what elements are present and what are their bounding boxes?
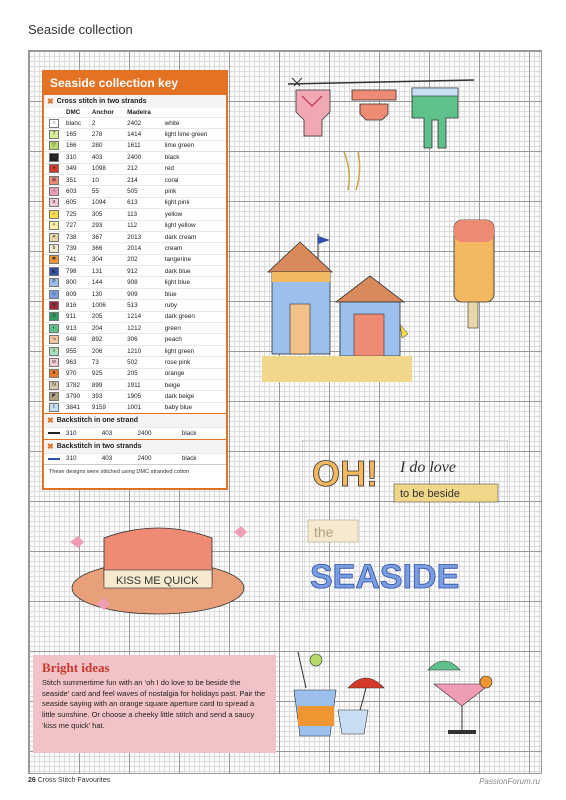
anchor-value: 130: [90, 288, 125, 299]
key-table: [44, 108, 226, 413]
hat-text: KISS ME QUICK: [116, 575, 199, 587]
madeira-value: 909: [125, 288, 163, 299]
anchor-value: 280: [90, 140, 125, 151]
anchor-value: 206: [90, 345, 125, 356]
table-row: [44, 311, 226, 322]
col-madeira: Madeira: [127, 109, 151, 116]
symbol-swatch: b: [49, 244, 59, 253]
anchor-value: 204: [90, 323, 125, 334]
anchor-value: 403: [100, 453, 136, 464]
dmc-value: 948: [64, 334, 90, 345]
madeira-value: 212: [125, 163, 163, 174]
anchor-value: 55: [90, 186, 125, 197]
symbol-swatch: ▽: [49, 141, 59, 150]
symbol-swatch: ✕: [49, 233, 59, 242]
backstitch-line-icon: [48, 458, 60, 460]
table-row: [44, 163, 226, 174]
dmc-value: 725: [64, 209, 90, 220]
colour-name: pink: [163, 186, 226, 197]
colour-name: yellow: [163, 209, 226, 220]
anchor-value: 144: [90, 277, 125, 288]
backstitch-one-table: [44, 427, 226, 438]
symbol-swatch: S: [49, 312, 59, 321]
madeira-value: 1414: [125, 129, 163, 140]
dmc-value: 165: [64, 129, 90, 140]
anchor-value: 892: [90, 334, 125, 345]
anchor-value: 131: [90, 266, 125, 277]
section-label: Backstitch in one strand: [56, 417, 138, 425]
colour-name: orange: [163, 368, 226, 379]
table-row: [44, 152, 226, 163]
symbol-swatch: t: [49, 403, 59, 412]
key-title: Seaside collection key: [44, 72, 226, 94]
colour-name: black: [180, 428, 226, 439]
col-dmc: DMC: [66, 109, 81, 116]
colour-key: [42, 70, 228, 490]
cross-icon: ✖: [47, 441, 54, 451]
colour-name: white: [163, 118, 226, 129]
anchor-value: 1098: [90, 163, 125, 174]
madeira-value: 1214: [125, 311, 163, 322]
anchor-value: 367: [90, 231, 125, 242]
table-row: [44, 243, 226, 254]
dmc-value: 166: [64, 140, 90, 151]
madeira-value: 1001: [125, 402, 163, 413]
anchor-value: 1006: [90, 300, 125, 311]
colour-name: dark cream: [163, 231, 226, 242]
symbol-swatch: ◤: [49, 392, 59, 401]
colour-name: peach: [163, 334, 226, 345]
symbol-swatch: ■: [49, 301, 59, 310]
table-row: [44, 357, 226, 368]
bright-ideas-panel: [33, 655, 276, 753]
seaside-saying-chart: [302, 440, 508, 610]
table-row: [44, 140, 226, 151]
dmc-value: 955: [64, 345, 90, 356]
colour-name: dark blue: [163, 266, 226, 277]
col-anchor: Anchor: [91, 109, 114, 116]
symbol-swatch: ●: [49, 164, 59, 173]
madeira-value: 1210: [125, 345, 163, 356]
page-title: Seaside collection: [28, 22, 133, 37]
anchor-value: 73: [90, 357, 125, 368]
table-row: [44, 254, 226, 265]
table-row: [44, 186, 226, 197]
table-row: [44, 288, 226, 299]
dmc-value: 970: [64, 368, 90, 379]
ice-lolly-chart: [448, 216, 508, 332]
dmc-value: 310: [64, 453, 100, 464]
colour-name: dark beige: [163, 391, 226, 402]
dmc-value: 800: [64, 277, 90, 288]
madeira-value: 613: [125, 197, 163, 208]
table-row: [44, 300, 226, 311]
colour-name: light pink: [163, 197, 226, 208]
saying-line2: to be beside: [400, 488, 460, 500]
dmc-value: 349: [64, 163, 90, 174]
symbol-swatch: P: [49, 278, 59, 287]
anchor-value: 403: [90, 152, 125, 163]
key-section-backstitch-two: [44, 439, 226, 453]
anchor-value: 366: [90, 243, 125, 254]
table-row: [44, 197, 226, 208]
madeira-value: 2400: [136, 428, 180, 439]
anchor-value: 293: [90, 220, 125, 231]
symbol-swatch: ⊠: [49, 176, 59, 185]
colour-name: ruby: [163, 300, 226, 311]
table-row: [44, 220, 226, 231]
col-symbol: [44, 108, 64, 118]
table-row: [44, 345, 226, 356]
symbol-swatch: ∩: [49, 119, 59, 128]
table-row: [44, 391, 226, 402]
dmc-value: 351: [64, 174, 90, 185]
madeira-value: 112: [125, 220, 163, 231]
anchor-value: 305: [90, 209, 125, 220]
madeira-value: 214: [125, 174, 163, 185]
beach-huts-chart: [262, 232, 412, 412]
table-row: [44, 129, 226, 140]
colour-name: coral: [163, 174, 226, 185]
madeira-value: 1212: [125, 323, 163, 334]
anchor-value: 2: [90, 118, 125, 129]
anchor-value: 278: [90, 129, 125, 140]
anchor-value: 205: [90, 311, 125, 322]
symbol-swatch: a: [49, 198, 59, 207]
table-row: [44, 118, 226, 129]
colour-name: tangerine: [163, 254, 226, 265]
symbol-swatch: ◐: [49, 324, 59, 333]
anchor-value: 9159: [90, 402, 125, 413]
colour-name: black: [180, 453, 226, 464]
madeira-value: 2402: [125, 118, 163, 129]
cross-icon: ✖: [47, 97, 54, 106]
colour-name: blue: [163, 288, 226, 299]
dmc-value: 310: [64, 428, 100, 439]
madeira-value: 202: [125, 254, 163, 265]
madeira-value: 2400: [125, 152, 163, 163]
dmc-value: 605: [64, 197, 90, 208]
anchor-value: 899: [90, 379, 125, 390]
key-section-cross: [44, 94, 226, 108]
saying-seaside: SEASIDE: [310, 558, 460, 596]
colour-name: rose pink: [163, 357, 226, 368]
symbol-swatch: ?: [49, 130, 59, 139]
colour-name: baby blue: [163, 402, 226, 413]
key-note: These designs were stitched using DMC stranded cotton: [44, 464, 226, 479]
colour-name: light green: [163, 345, 226, 356]
dmc-value: 603: [64, 186, 90, 197]
anchor-value: 925: [90, 368, 125, 379]
section-label: Backstitch in two strands: [56, 442, 142, 450]
backstitch-line-icon: [48, 432, 60, 434]
madeira-value: 205: [125, 368, 163, 379]
page-footer: [28, 777, 110, 784]
madeira-value: 2013: [125, 231, 163, 242]
colour-name: light lime green: [163, 129, 226, 140]
madeira-value: 306: [125, 334, 163, 345]
key-section-backstitch-one: [44, 413, 226, 427]
cocktails-chart: [288, 648, 518, 744]
symbol-swatch: ■: [49, 153, 59, 162]
anchor-value: 1094: [90, 197, 125, 208]
dmc-value: 911: [64, 311, 90, 322]
table-row: [44, 453, 226, 464]
section-label: Cross stitch in two strands: [56, 98, 147, 105]
madeira-value: 513: [125, 300, 163, 311]
bright-ideas-body: Stitch summertime fun with an ‘oh I do love to be beside the seaside’ card and feel waves of nostalgia for holidays past. Pair the seaside saying with an orange square aperture card to spread a little sunshine. Or choose a cheeky little stitch and send a saucy ‘kiss me quick’ hat.: [42, 678, 266, 730]
table-row: [44, 368, 226, 379]
madeira-value: 502: [125, 357, 163, 368]
table-row: [44, 231, 226, 242]
colour-name: green: [163, 323, 226, 334]
kiss-me-quick-hat-chart: [66, 514, 252, 626]
dmc-value: 727: [64, 220, 90, 231]
madeira-value: 908: [125, 277, 163, 288]
madeira-value: 1611: [125, 140, 163, 151]
dmc-value: 798: [64, 266, 90, 277]
page-number: 26: [28, 777, 36, 784]
madeira-value: 912: [125, 266, 163, 277]
dmc-value: 3782: [64, 379, 90, 390]
anchor-value: 403: [100, 428, 136, 439]
dmc-value: 963: [64, 357, 90, 368]
colour-name: light blue: [163, 277, 226, 288]
symbol-swatch: ↘: [49, 335, 59, 344]
symbol-swatch: N: [49, 381, 59, 390]
saying-the: the: [314, 524, 334, 540]
table-row: [44, 277, 226, 288]
dmc-value: 3841: [64, 402, 90, 413]
colour-name: cream: [163, 243, 226, 254]
anchor-value: 10: [90, 174, 125, 185]
dmc-value: 809: [64, 288, 90, 299]
symbol-swatch: ◇: [49, 290, 59, 299]
symbol-swatch: ○: [49, 187, 59, 196]
madeira-value: 1911: [125, 379, 163, 390]
dmc-value: blanc: [64, 118, 90, 129]
symbol-swatch: ◣: [49, 267, 59, 276]
magazine-name: Cross Stitch Favourites: [37, 777, 111, 784]
symbol-swatch: ✧: [49, 221, 59, 230]
col-name: [163, 108, 226, 118]
colour-name: red: [163, 163, 226, 174]
table-row: [44, 402, 226, 413]
table-row: [44, 209, 226, 220]
anchor-value: 304: [90, 254, 125, 265]
dmc-value: 738: [64, 231, 90, 242]
cross-icon: ✖: [47, 416, 54, 426]
table-row: [44, 174, 226, 185]
dmc-value: 310: [64, 152, 90, 163]
table-row: [44, 323, 226, 334]
watermark: PassionForum.ru: [479, 777, 540, 786]
table-row: [44, 428, 226, 439]
colour-name: lime green: [163, 140, 226, 151]
washing-line-chart: [286, 72, 476, 202]
symbol-swatch: w: [49, 358, 59, 367]
backstitch-two-table: [44, 453, 226, 464]
madeira-value: 113: [125, 209, 163, 220]
symbol-swatch: ◊: [49, 347, 59, 356]
dmc-value: 3790: [64, 391, 90, 402]
madeira-value: 505: [125, 186, 163, 197]
symbol-swatch: ★: [49, 369, 59, 378]
saying-line1: I do love: [400, 459, 456, 476]
dmc-value: 816: [64, 300, 90, 311]
madeira-value: 1905: [125, 391, 163, 402]
table-row: [44, 334, 226, 345]
bright-ideas-title: Bright ideas: [42, 660, 110, 675]
colour-name: light yellow: [163, 220, 226, 231]
dmc-value: 913: [64, 323, 90, 334]
colour-name: beige: [163, 379, 226, 390]
dmc-value: 739: [64, 243, 90, 254]
colour-name: dark green: [163, 311, 226, 322]
colour-name: black: [163, 152, 226, 163]
table-row: [44, 266, 226, 277]
dmc-value: 741: [64, 254, 90, 265]
anchor-value: 393: [90, 391, 125, 402]
saying-oh: OH!: [312, 453, 378, 494]
symbol-swatch: ♀: [49, 210, 59, 219]
symbol-swatch: ✱: [49, 255, 59, 264]
madeira-value: 2400: [136, 453, 180, 464]
madeira-value: 2014: [125, 243, 163, 254]
table-row: [44, 379, 226, 390]
